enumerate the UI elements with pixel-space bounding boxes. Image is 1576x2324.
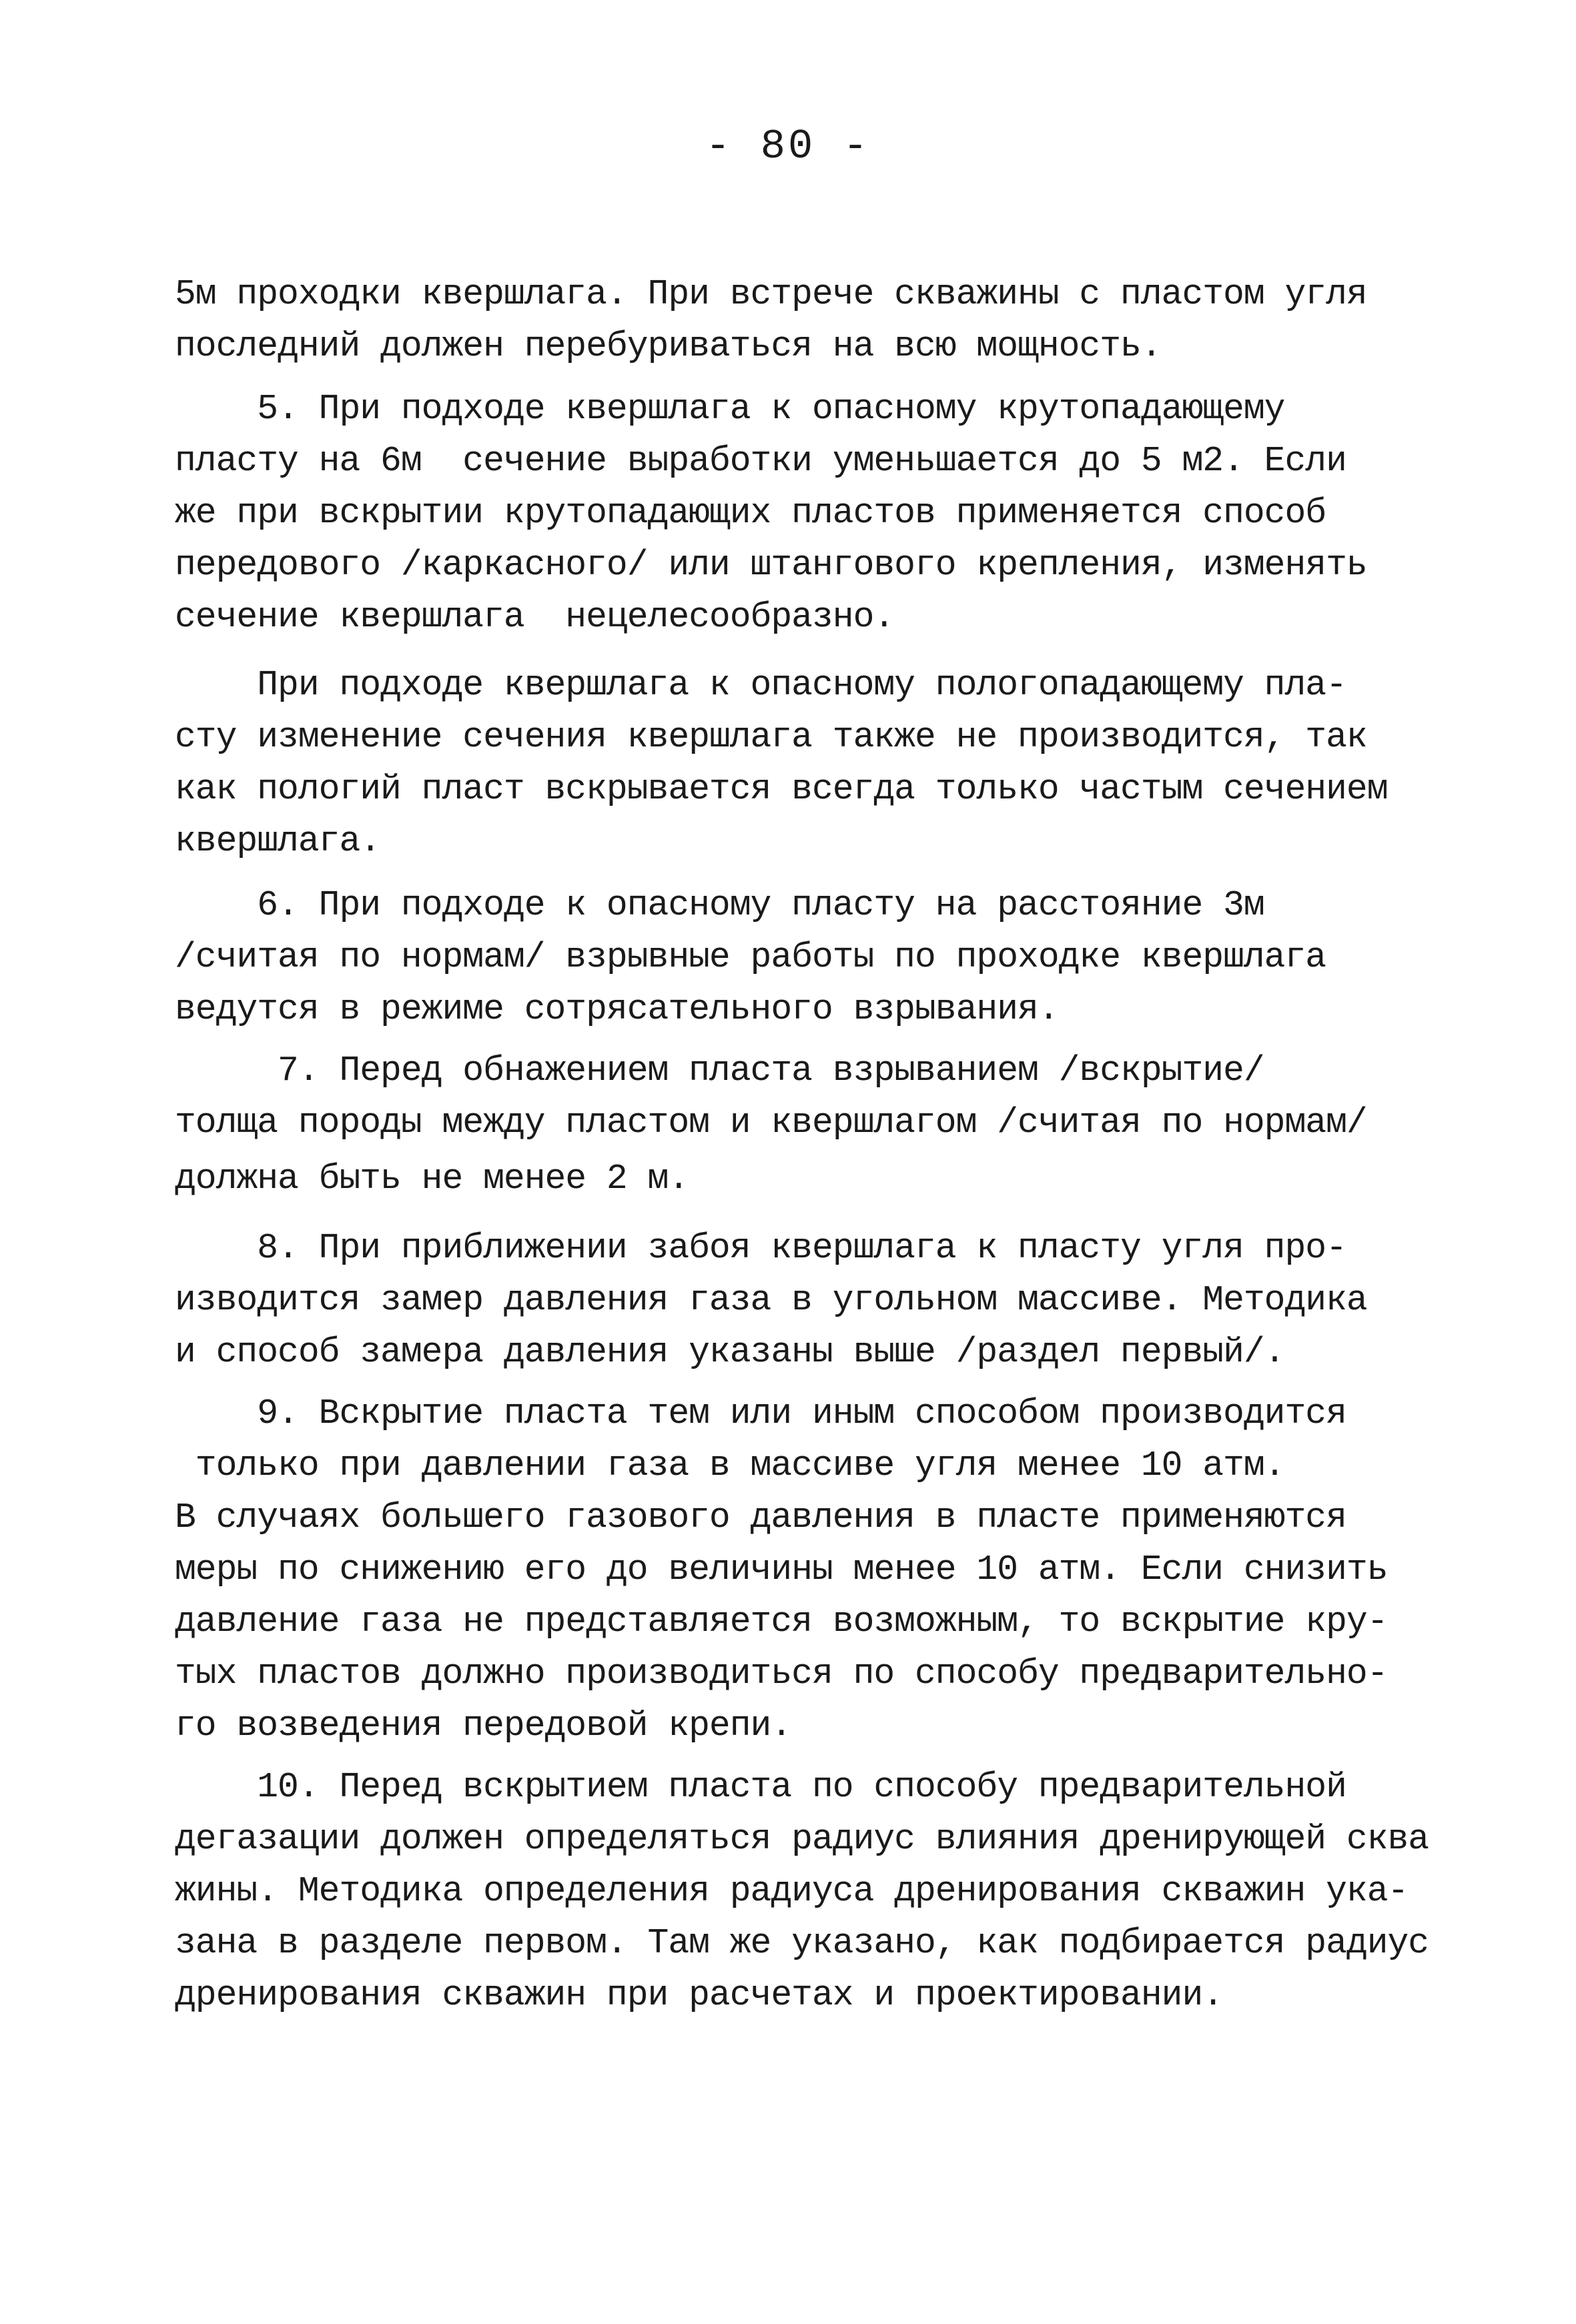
text-line: передового /каркасного/ или штангового крепления, изменять — [175, 545, 1367, 585]
text-line: давление газа не представляется возможным, то вскрытие кру- — [175, 1602, 1388, 1642]
text-line: дегазации должен определяться радиус влияния дренирующей сква — [175, 1819, 1429, 1859]
text-line: 10. Перед вскрытием пласта по способу предварительной — [175, 1767, 1346, 1807]
text-line: как пологий пласт вскрывается всегда только частым сечением — [175, 769, 1388, 809]
paragraph-item-10 — [175, 1761, 1429, 2021]
paragraph-continuation — [175, 268, 1416, 372]
text-line: В случаях большего газового давления в пласте применяются — [175, 1498, 1346, 1538]
paragraph-item-8 — [175, 1222, 1416, 1378]
text-line: /считая по нормам/ взрывные работы по проходке квершлага — [175, 937, 1326, 977]
page-number: - 80 - — [705, 123, 871, 170]
text-line: меры по снижению его до величины менее 10 атм. Если снизить — [175, 1550, 1388, 1590]
text-line: 8. При приближении забоя квершлага к пласту угля про- — [175, 1228, 1346, 1268]
text-line: только при давлении газа в массиве угля менее 10 атм. — [175, 1445, 1285, 1486]
text-line: 5м проходки квершлага. При встрече скважины с пластом угля — [175, 274, 1367, 314]
text-line: же при вскрытии крутопадающих пластов применяется способ — [175, 493, 1326, 533]
text-line: изводится замер давления газа в угольном массиве. Методика — [175, 1280, 1367, 1320]
paragraph-item-9 — [175, 1387, 1416, 1752]
paragraph-gentle-seam — [175, 659, 1416, 867]
text-line: жины. Методика определения радиуса дренирования скважин ука- — [175, 1871, 1409, 1911]
paragraph-item-5 — [175, 383, 1416, 643]
text-line: сту изменение сечения квершлага также не производится, так — [175, 717, 1367, 757]
text-line: ведутся в режиме сотрясательного взрывания. — [175, 989, 1059, 1029]
text-line: 9. Вскрытие пласта тем или иным способом производится — [175, 1393, 1346, 1433]
text-line: зана в разделе первом. Там же указано, как подбирается радиус — [175, 1923, 1429, 1963]
text-line: квершлага. — [175, 821, 381, 861]
text-line: 5. При подходе квершлага к опасному крутопадающему — [175, 389, 1285, 429]
text-line: и способ замера давления указаны выше /раздел первый/. — [175, 1332, 1285, 1372]
paragraph-item-7 — [175, 1045, 1416, 1205]
text-line: последний должен перебуриваться на всю мощность. — [175, 326, 1162, 366]
text-line: дренирования скважин при расчетах и проектировании. — [175, 1975, 1224, 2015]
text-line: пласту на 6м сечение выработки уменьшается до 5 м2. Если — [175, 441, 1346, 481]
text-line: сечение квершлага нецелесообразно. — [175, 597, 895, 637]
text-line: 6. При подходе к опасному пласту на расстояние 3м — [175, 885, 1264, 925]
paragraph-item-6 — [175, 879, 1416, 1035]
text-line: тых пластов должно производиться по способу предварительно- — [175, 1654, 1388, 1694]
text-line: При подходе квершлага к опасному пологопадающему пла- — [175, 665, 1346, 705]
text-line: толща породы между пластом и квершлагом /считая по нормам/ — [175, 1103, 1367, 1143]
text-line: должна быть не менее 2 м. — [175, 1159, 689, 1199]
text-line: го возведения передовой крепи. — [175, 1706, 792, 1746]
text-line: 7. Перед обнажением пласта взрыванием /вскрытие/ — [175, 1051, 1264, 1091]
